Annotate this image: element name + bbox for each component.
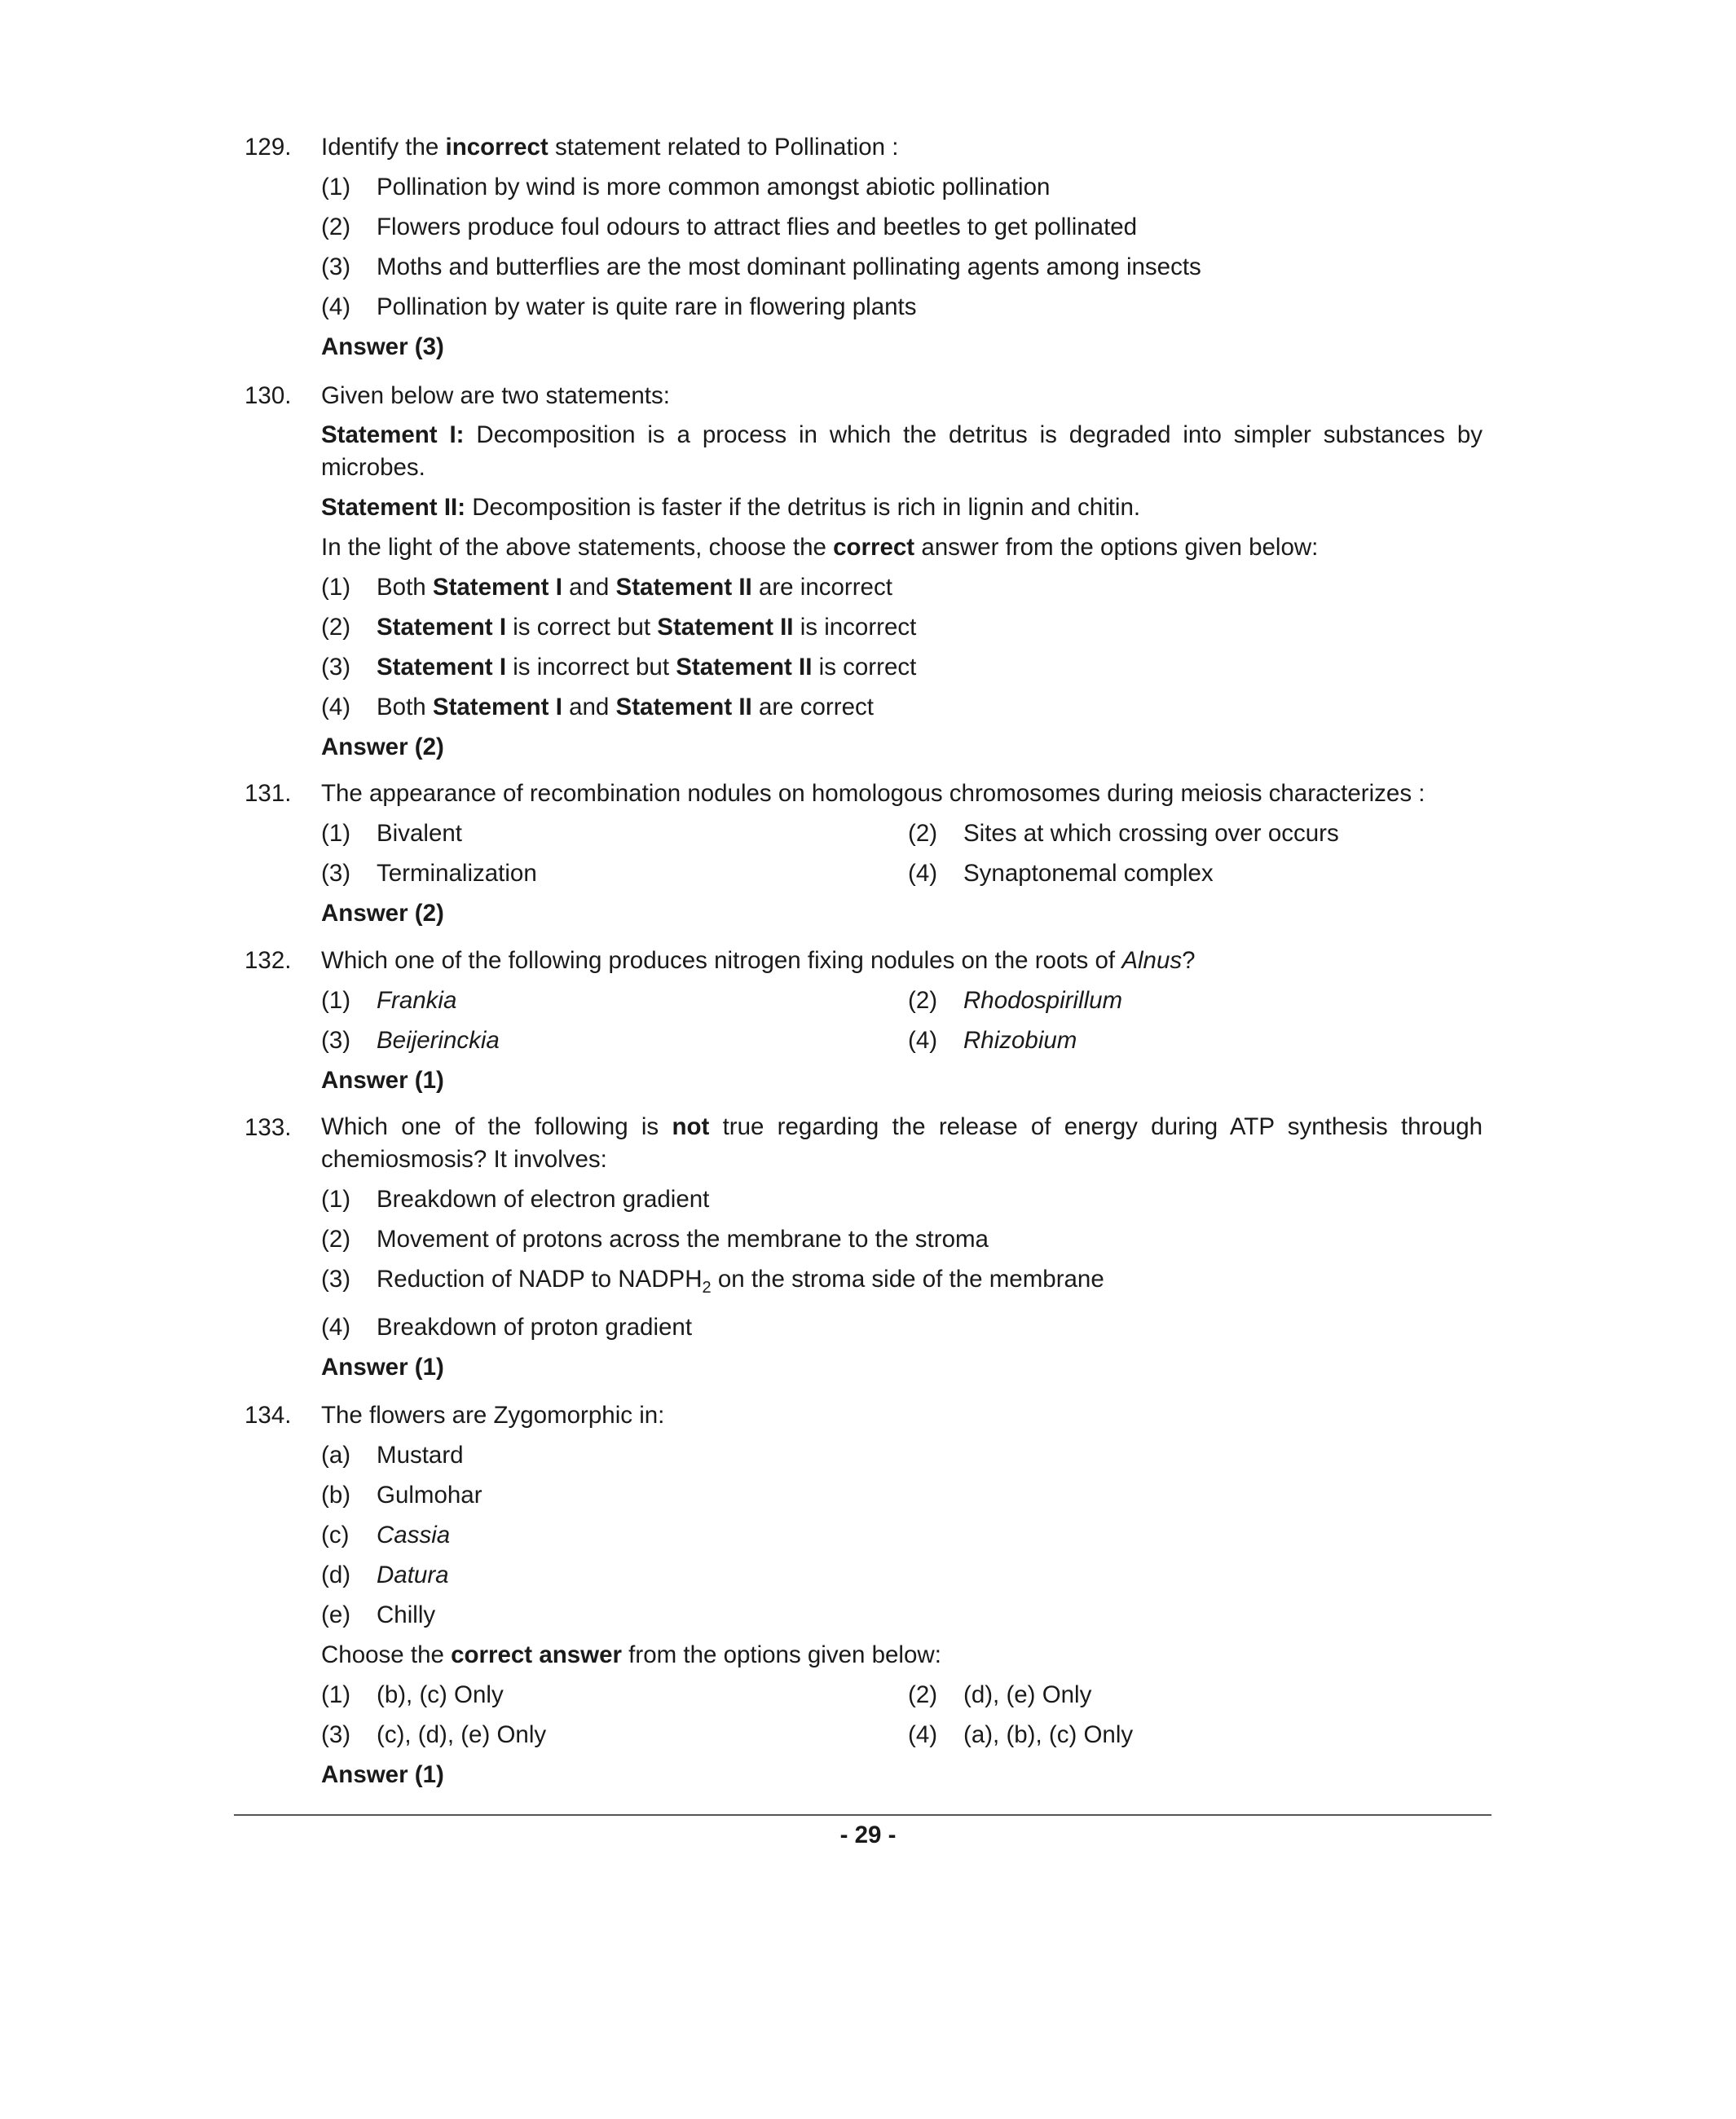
option-2: (2) Flowers produce foul odours to attract flies and beetles to get pollinated [321, 214, 1138, 240]
option-3: (3) (c), (d), (e) Only [321, 1721, 547, 1748]
question-number: 129. [245, 134, 292, 161]
question-stem: Identify the incorrect statement related to Pollination : [321, 134, 899, 161]
instruction: In the light of the above statements, choose the correct answer from the options given below: [321, 534, 1319, 561]
item-a: (a) Mustard [321, 1442, 464, 1469]
option-4: (4) Rhizobium [908, 1027, 1077, 1054]
footer-divider [234, 1814, 1491, 1816]
option-3: (3) Reduction of NADP to $NADPH_2$ on the stroma side of the membrane [321, 1266, 1104, 1297]
question-number: 131. [245, 780, 292, 807]
option-3: (3) Terminalization [321, 860, 537, 887]
question-number: 133. [245, 1114, 292, 1141]
statement-1: Statement I: Decomposition is a process in which the detritus is degraded into simpler substances by microbes. [321, 421, 1483, 481]
answer: Answer (2) [321, 900, 444, 927]
option-1: (1) Bivalent [321, 820, 462, 847]
option-4: (4) Breakdown of proton gradient [321, 1314, 693, 1341]
answer: Answer (1) [321, 1067, 444, 1094]
option-4: (4) (a), (b), (c) Only [908, 1721, 1134, 1748]
option-2: (2) (d), (e) Only [908, 1681, 1092, 1708]
item-d: (d) Datura [321, 1562, 449, 1588]
question-stem: Which one of the following produces nitrogen fixing nodules on the roots of Alnus? [321, 947, 1196, 974]
question-stem: The flowers are Zygomorphic in: [321, 1402, 665, 1429]
option-3: (3) Moths and butterflies are the most dominant pollinating agents among insects [321, 253, 1201, 280]
option-4: (4) Pollination by water is quite rare in flowering plants [321, 293, 917, 320]
statement-2: Statement II: Decomposition is faster if the detritus is rich in lignin and chitin. [321, 494, 1141, 521]
question-stem: The appearance of recombination nodules on homologous chromosomes during meiosis characterizes : [321, 780, 1425, 807]
item-e: (e) Chilly [321, 1601, 436, 1628]
option-2: (2) Sites at which crossing over occurs [908, 820, 1339, 847]
instruction: Choose the correct answer from the options given below: [321, 1641, 941, 1668]
option-2: (2) Rhodospirillum [908, 987, 1123, 1014]
question-number: 132. [245, 947, 292, 974]
option-1: (1) Pollination by wind is more common amongst abiotic pollination [321, 174, 1051, 200]
option-1: (1) Frankia [321, 987, 457, 1014]
option-1: (1) Breakdown of electron gradient [321, 1186, 710, 1213]
item-c: (c) Cassia [321, 1522, 451, 1548]
question-stem: Given below are two statements: [321, 382, 670, 409]
question-stem: Which one of the following is not true regarding the release of energy during ATP synthesis through chemiosmosis? It involves: [321, 1113, 1483, 1173]
item-b: (b) Gulmohar [321, 1482, 482, 1509]
option-2: (2) Movement of protons across the membrane to the stroma [321, 1226, 989, 1253]
question-number: 134. [245, 1402, 292, 1429]
option-3: (3) Beijerinckia [321, 1027, 500, 1054]
answer: Answer (3) [321, 333, 444, 360]
question-number: 130. [245, 382, 292, 409]
option-4: (4) Both Statement I and Statement II are correct [321, 694, 874, 720]
option-1: (1) (b), (c) Only [321, 1681, 504, 1708]
answer: Answer (1) [321, 1761, 444, 1788]
option-1: (1) Both Statement I and Statement II are incorrect [321, 574, 892, 601]
option-2: (2) Statement I is correct but Statement II is incorrect [321, 614, 917, 641]
page-number: - 29 - [839, 1822, 897, 1848]
option-4: (4) Synaptonemal complex [908, 860, 1214, 887]
answer: Answer (1) [321, 1354, 444, 1381]
answer: Answer (2) [321, 734, 444, 760]
option-3: (3) Statement I is incorrect but Statement II is correct [321, 654, 917, 681]
